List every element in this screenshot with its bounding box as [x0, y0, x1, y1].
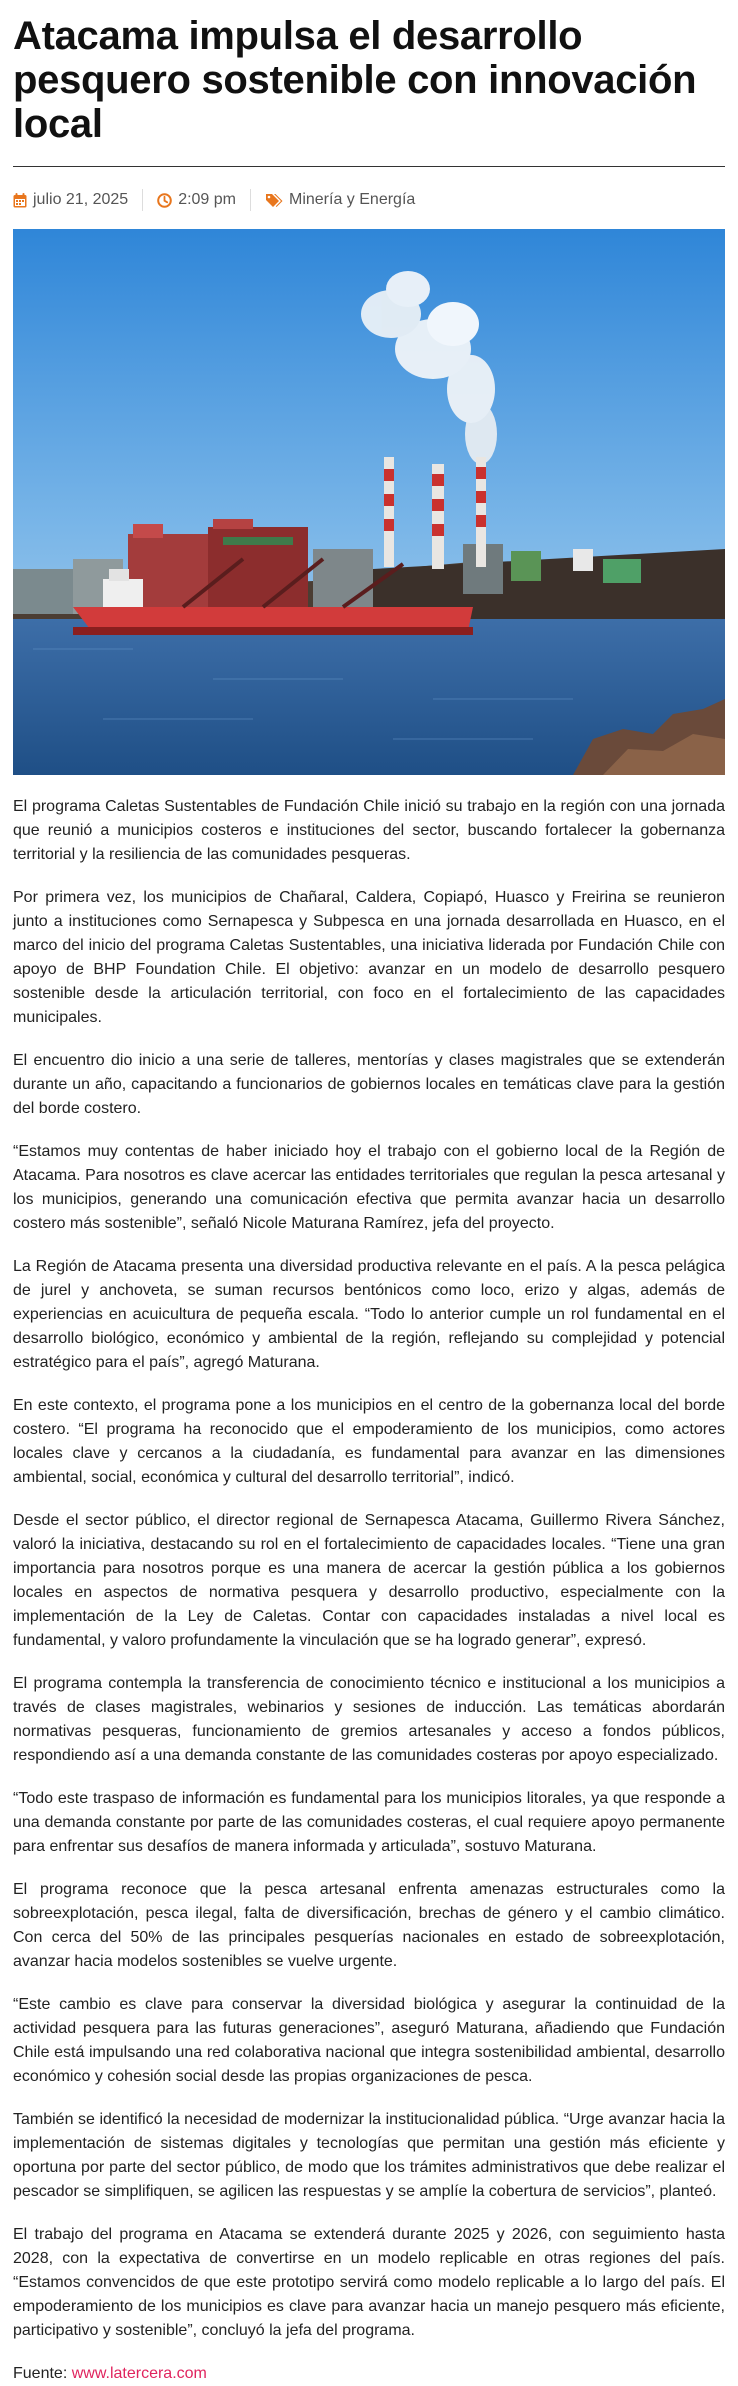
- paragraph: “Este cambio es clave para conservar la diversidad biológica y asegurar la continuidad de la actividad pesquera para las futuras generaciones”, aseguró Maturana, añadiendo que Fundación Chile está impulsando una red colaborativa nacional que integra sostenibilidad ambiental, desarrollo económico y cohesión social desde las propias organizaciones de pesca.: [13, 1996, 725, 2085]
- tags-icon: [265, 193, 283, 208]
- paragraph: Desde el sector público, el director regional de Sernapesca Atacama, Guillermo Rivera Sánchez, valoró la iniciativa, destacando su rol en el fortalecimiento de capacidades locales. “Tiene una gran importancia para nosotros porque es una manera de acercar la gestión pública a los gobiernos locales en aspectos de normativa pesquera y desarrollo productivo, especialmente con la implementación de la Ley de Caletas. Contar con capacidades instaladas a nivel local es fundamental, y valoro profundamente la vinculación que se ha logrado generar”, expresó.: [13, 1512, 725, 1649]
- paragraph: “Todo este traspaso de información es fundamental para los municipios litorales, ya que responde a una demanda constante por parte de las comunidades costeras, el cual requiere apoyo permanente para enfrentar sus desafíos de manera informada y articulada”, sostuvo Maturana.: [13, 1790, 725, 1855]
- source-link[interactable]: www.latercera.com: [71, 2365, 207, 2382]
- paragraph: El programa Caletas Sustentables de Fundación Chile inició su trabajo en la región con una jornada que reunió a municipios costeros e instituciones del sector, buscando fortalecer la gobernanza territorial y la resiliencia de las comunidades pesqueras.: [13, 798, 725, 863]
- paragraph: También se identificó la necesidad de modernizar la institucionalidad pública. “Urge avanzar hacia la implementación de sistemas digitales y tecnologías que permitan una gestión más eficiente y oportuna por parte del sector público, de modo que los trámites administrativos que debe realizar el pescador se simplifiquen, se agilicen las respuestas y se amplíe la cobertura de servicios”, planteó.: [13, 2111, 725, 2200]
- headline-divider: [13, 166, 725, 167]
- calendar-icon: [13, 193, 27, 208]
- paragraph: El trabajo del programa en Atacama se extenderá durante 2025 y 2026, con seguimiento hasta 2028, con la expectativa de convertirse en un modelo replicable en otras regiones del país. “Estamos convencidos de que este prototipo servirá como modelo replicable a lo largo del país. El empoderamiento de los municipios es clave para avanzar hacia un manejo pesquero más eficiente, participativo y sostenible”, concluyó la jefa del programa.: [13, 2226, 725, 2339]
- paragraph: En este contexto, el programa pone a los municipios en el centro de la gobernanza local del borde costero. “El programa ha reconocido que el empoderamiento de los municipios, como actores locales clave y cercanos a la ciudadanía, es fundamental para avanzar en las dimensiones ambiental, social, económica y cultural del desarrollo territorial”, indicó.: [13, 1397, 725, 1486]
- paragraph: El programa reconoce que la pesca artesanal enfrenta amenazas estructurales como la sobreexplotación, pesca ilegal, falta de diversificación, brechas de género y el cambio climático. Con cerca del 50% de las principales pesquerías nacionales en estado de sobreexplotación, avanzar hacia modelos sostenibles se vuelve urgente.: [13, 1881, 725, 1970]
- paragraph: La Región de Atacama presenta una diversidad productiva relevante en el país. A la pesca pelágica de jurel y anchoveta, se suman recursos bentónicos como loco, erizo y algas, además de experiencias en acuicultura de pequeña escala. “Todo lo anterior cumple un rol fundamental en el desarrollo biológico, económico y ambiental de la región, reflejando su complejidad y potencial estratégico para el país”, agregó Maturana.: [13, 1258, 725, 1371]
- meta-separator: [142, 189, 143, 211]
- category-link[interactable]: Minería y Energía: [289, 191, 416, 208]
- article-body: [13, 795, 725, 2343]
- paragraph: Por primera vez, los municipios de Chañaral, Caldera, Copiapó, Huasco y Freirina se reunieron junto a instituciones como Sernapesca y Subpesca en una jornada desarrollada en Huasco, en el marco del inicio del programa Caletas Sustentables, una iniciativa liderada por Fundación Chile con apoyo de BHP Foundation Chile. El objetivo: avanzar en un modelo de desarrollo pesquero sostenible desde la articulación territorial, con foco en el fortalecimiento de las capacidades municipales.: [13, 889, 725, 1026]
- article-photo: [13, 229, 725, 775]
- paragraph: El programa contempla la transferencia de conocimiento técnico e institucional a los municipios a través de clases magistrales, webinarios y sesiones de inducción. Las temáticas abordarán normativas pesqueras, funcionamiento de gremios artesanales y acceso a fondos públicos, respondiendo así a una demanda constante de las comunidades costeras por apoyo especializado.: [13, 1675, 725, 1764]
- source-line: [13, 2362, 725, 2386]
- clock-icon: [157, 193, 172, 208]
- paragraph: “Estamos muy contentas de haber iniciado hoy el trabajo con el gobierno local de la Región de Atacama. Para nosotros es clave acercar las entidades territoriales que regulan la pesca artesanal y los municipios, generando una comunicación efectiva que permita avanzar hacia un desarrollo costero más sostenible”, señaló Nicole Maturana Ramírez, jefa del proyecto.: [13, 1143, 725, 1232]
- time-text: 2:09 pm: [178, 191, 236, 208]
- article-meta: [13, 189, 725, 211]
- meta-time: [157, 191, 250, 209]
- date-text: julio 21, 2025: [33, 191, 129, 208]
- paragraph: El encuentro dio inicio a una serie de talleres, mentorías y clases magistrales que se extenderán durante un año, capacitando a funcionarios de gobiernos locales en temáticas clave para la gestión del borde costero.: [13, 1052, 725, 1117]
- meta-category[interactable]: [265, 191, 429, 209]
- meta-date: [13, 191, 142, 209]
- source-label: Fuente:: [13, 2365, 68, 2382]
- meta-separator: [250, 189, 251, 211]
- headline: Atacama impulsa el desarrollo pesquero sostenible con innovación local: [13, 14, 697, 146]
